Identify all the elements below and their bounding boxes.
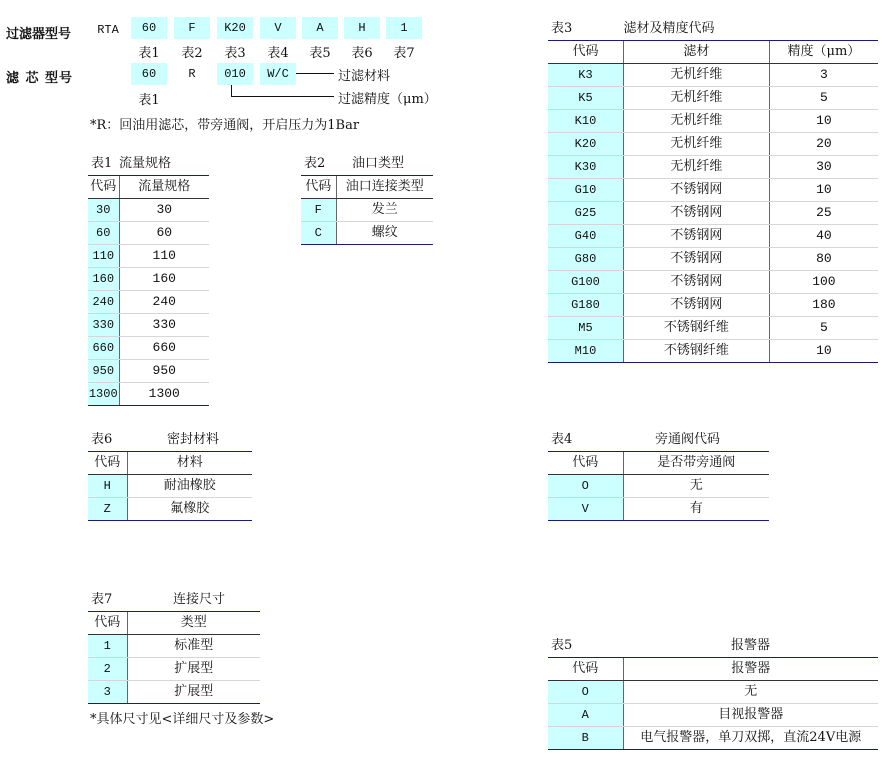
table3-cell: G40 (548, 225, 623, 248)
table4-header-bypass: 是否带旁通阀 (623, 452, 769, 475)
table6-cell: Z (88, 498, 127, 521)
table-row (88, 383, 209, 406)
table3-cell: K3 (548, 64, 623, 87)
table-row (548, 156, 878, 179)
table3-cell: 无机纤维 (623, 110, 769, 133)
element-label: 滤 芯 型号 (6, 71, 74, 86)
table3-cell: 不锈钢纤维 (623, 317, 769, 340)
model-label: 过滤器型号 (6, 27, 72, 42)
table-row (548, 727, 878, 750)
table3-cell: 10 (769, 340, 878, 363)
model-sub-2: 表2 (181, 46, 203, 61)
table6-header-material: 材料 (127, 452, 252, 475)
table3-cell: 无机纤维 (623, 156, 769, 179)
table3-cell: K30 (548, 156, 623, 179)
table-connection-size (88, 589, 260, 704)
table1-caption: 表1 (88, 153, 119, 176)
table3-cell: 不锈钢网 (623, 225, 769, 248)
table7-header-code: 代码 (88, 612, 127, 635)
table-alarm (548, 635, 878, 750)
table2-caption: 表2 (301, 153, 336, 176)
table3-cell: 无机纤维 (623, 87, 769, 110)
table1-cell: 1300 (119, 383, 209, 406)
table3-header-precision: 精度（μm） (769, 41, 878, 64)
table6-cell: H (88, 475, 127, 498)
table5-cell: 电气报警器，单刀双掷，直流24V电源 (623, 727, 878, 750)
table7-note: *具体尺寸见<详细尺寸及参数> (90, 712, 275, 727)
table6-header-code: 代码 (88, 452, 127, 475)
table5-cell: B (548, 727, 623, 750)
table-row (88, 658, 260, 681)
table7-cell: 标准型 (127, 635, 260, 658)
table-flow-spec (88, 153, 209, 406)
table3-cell: 40 (769, 225, 878, 248)
table5-cell: A (548, 704, 623, 727)
model-code-4: V (260, 17, 296, 39)
table6-title: 密封材料 (127, 429, 252, 452)
table6-caption: 表6 (88, 429, 127, 452)
table-row (88, 268, 209, 291)
table1-cell: 1300 (88, 383, 119, 406)
table-bypass-valve (548, 429, 769, 521)
table2-cell: 发兰 (336, 199, 433, 222)
table7-cell: 扩展型 (127, 658, 260, 681)
table1-cell: 30 (119, 199, 209, 222)
table-row (88, 360, 209, 383)
table-seal-material (88, 429, 252, 521)
table4-cell: O (548, 475, 623, 498)
note-precision: 过滤精度（μm） (338, 92, 437, 107)
element-code-3: 010 (217, 63, 253, 85)
table-row (88, 681, 260, 704)
table6-cell: 氟橡胶 (127, 498, 252, 521)
table4-header-code: 代码 (548, 452, 623, 475)
table-row (548, 133, 878, 156)
table-row (301, 199, 433, 222)
table1-cell: 60 (119, 222, 209, 245)
table-row (548, 704, 878, 727)
table-row (88, 245, 209, 268)
table-row (548, 64, 878, 87)
table3-cell: 25 (769, 202, 878, 225)
model-sub-4: 表4 (267, 46, 289, 61)
table3-cell: M10 (548, 340, 623, 363)
model-code-6: H (344, 17, 380, 39)
table1-cell: 60 (88, 222, 119, 245)
table-row (548, 87, 878, 110)
table3-caption: 表3 (548, 18, 623, 41)
element-sub-1: 表1 (138, 93, 160, 108)
table-row (88, 635, 260, 658)
model-sub-5: 表5 (309, 46, 331, 61)
table-row (548, 498, 769, 521)
table3-cell: G80 (548, 248, 623, 271)
element-code-2: R (188, 67, 196, 81)
table3-cell: 20 (769, 133, 878, 156)
model-sub-3: 表3 (224, 46, 246, 61)
table-media-precision (548, 18, 878, 363)
table-row (548, 294, 878, 317)
table3-cell: 不锈钢网 (623, 248, 769, 271)
table3-cell: 不锈钢纤维 (623, 340, 769, 363)
element-code-1: 60 (131, 63, 167, 85)
table-row (88, 291, 209, 314)
table7-cell: 扩展型 (127, 681, 260, 704)
table3-cell: 10 (769, 110, 878, 133)
table3-cell: 180 (769, 294, 878, 317)
table5-cell: 无 (623, 681, 878, 704)
table2-title: 油口类型 (336, 153, 433, 176)
table1-cell: 660 (119, 337, 209, 360)
table1-cell: 160 (119, 268, 209, 291)
model-code-3: K20 (217, 17, 253, 39)
model-sub-1: 表1 (138, 46, 160, 61)
table-row (548, 202, 878, 225)
table1-title: 流量规格 (119, 153, 209, 176)
table3-cell: 不锈钢网 (623, 271, 769, 294)
table-row (88, 475, 252, 498)
model-code-2: F (174, 17, 210, 39)
table4-cell: 有 (623, 498, 769, 521)
table3-cell: M5 (548, 317, 623, 340)
table-row (88, 222, 209, 245)
table2-header-type: 油口连接类型 (336, 176, 433, 199)
model-sub-7: 表7 (393, 46, 415, 61)
table1-cell: 950 (119, 360, 209, 383)
model-prefix: RTA (97, 23, 119, 37)
table1-cell: 950 (88, 360, 119, 383)
table3-cell: 100 (769, 271, 878, 294)
table3-cell: G10 (548, 179, 623, 202)
table5-title: 报警器 (623, 635, 878, 658)
material-leader-line (296, 73, 334, 74)
table3-cell: 无机纤维 (623, 64, 769, 87)
table6-cell: 耐油橡胶 (127, 475, 252, 498)
table3-title: 滤材及精度代码 (623, 18, 769, 41)
table7-cell: 1 (88, 635, 127, 658)
table3-header-code: 代码 (548, 41, 623, 64)
table-port-type (301, 153, 433, 245)
table-row (548, 179, 878, 202)
table-row (548, 340, 878, 363)
table3-cell: 不锈钢网 (623, 179, 769, 202)
model-code-1: 60 (131, 17, 167, 39)
table-row (88, 337, 209, 360)
table7-title: 连接尺寸 (127, 589, 260, 612)
table2-cell: F (301, 199, 336, 222)
remark-text: *R：回油用滤芯，带旁通阀，开启压力为1Bar (90, 118, 360, 133)
table2-cell: C (301, 222, 336, 245)
table5-cell: O (548, 681, 623, 704)
element-code-4: W/C (260, 63, 296, 85)
table7-caption: 表7 (88, 589, 127, 612)
table4-caption: 表4 (548, 429, 623, 452)
table3-cell: 5 (769, 87, 878, 110)
table3-header-media: 滤材 (623, 41, 769, 64)
model-sub-6: 表6 (351, 46, 373, 61)
note-material: 过滤材料 (338, 69, 391, 84)
table-row (301, 222, 433, 245)
table-row (548, 225, 878, 248)
table3-cell: K20 (548, 133, 623, 156)
table3-cell: 10 (769, 179, 878, 202)
table3-cell: G180 (548, 294, 623, 317)
table3-cell: 80 (769, 248, 878, 271)
table7-cell: 2 (88, 658, 127, 681)
table1-header-code: 代码 (88, 176, 119, 199)
table4-cell: V (548, 498, 623, 521)
table3-cell: 3 (769, 64, 878, 87)
table5-cell: 目视报警器 (623, 704, 878, 727)
table3-cell: 30 (769, 156, 878, 179)
table-row (88, 314, 209, 337)
table1-cell: 30 (88, 199, 119, 222)
table3-cell: 无机纤维 (623, 133, 769, 156)
table3-cell: 不锈钢网 (623, 294, 769, 317)
table3-cell: K5 (548, 87, 623, 110)
table5-header-alarm: 报警器 (623, 658, 878, 681)
model-code-7: 1 (386, 17, 422, 39)
model-code-5: A (302, 17, 338, 39)
table-row (548, 317, 878, 340)
table1-cell: 330 (88, 314, 119, 337)
table5-caption: 表5 (548, 635, 623, 658)
table-row (548, 110, 878, 133)
table3-cell: 不锈钢网 (623, 202, 769, 225)
table-row (548, 475, 769, 498)
table7-cell: 3 (88, 681, 127, 704)
table1-cell: 240 (88, 291, 119, 314)
table3-cell: G100 (548, 271, 623, 294)
table1-cell: 330 (119, 314, 209, 337)
table-row (88, 199, 209, 222)
table4-title: 旁通阀代码 (623, 429, 769, 452)
table3-cell: K10 (548, 110, 623, 133)
table3-cell: G25 (548, 202, 623, 225)
table3-cell: 5 (769, 317, 878, 340)
table4-cell: 无 (623, 475, 769, 498)
table2-cell: 螺纹 (336, 222, 433, 245)
table1-cell: 110 (119, 245, 209, 268)
table5-header-code: 代码 (548, 658, 623, 681)
table1-cell: 160 (88, 268, 119, 291)
table-row (548, 271, 878, 294)
table2-header-code: 代码 (301, 176, 336, 199)
table7-header-type: 类型 (127, 612, 260, 635)
table-row (548, 681, 878, 704)
precision-leader-horizontal (231, 96, 334, 97)
table1-cell: 240 (119, 291, 209, 314)
table1-header-flow: 流量规格 (119, 176, 209, 199)
table1-cell: 110 (88, 245, 119, 268)
table-row (88, 498, 252, 521)
table-row (548, 248, 878, 271)
table1-cell: 660 (88, 337, 119, 360)
